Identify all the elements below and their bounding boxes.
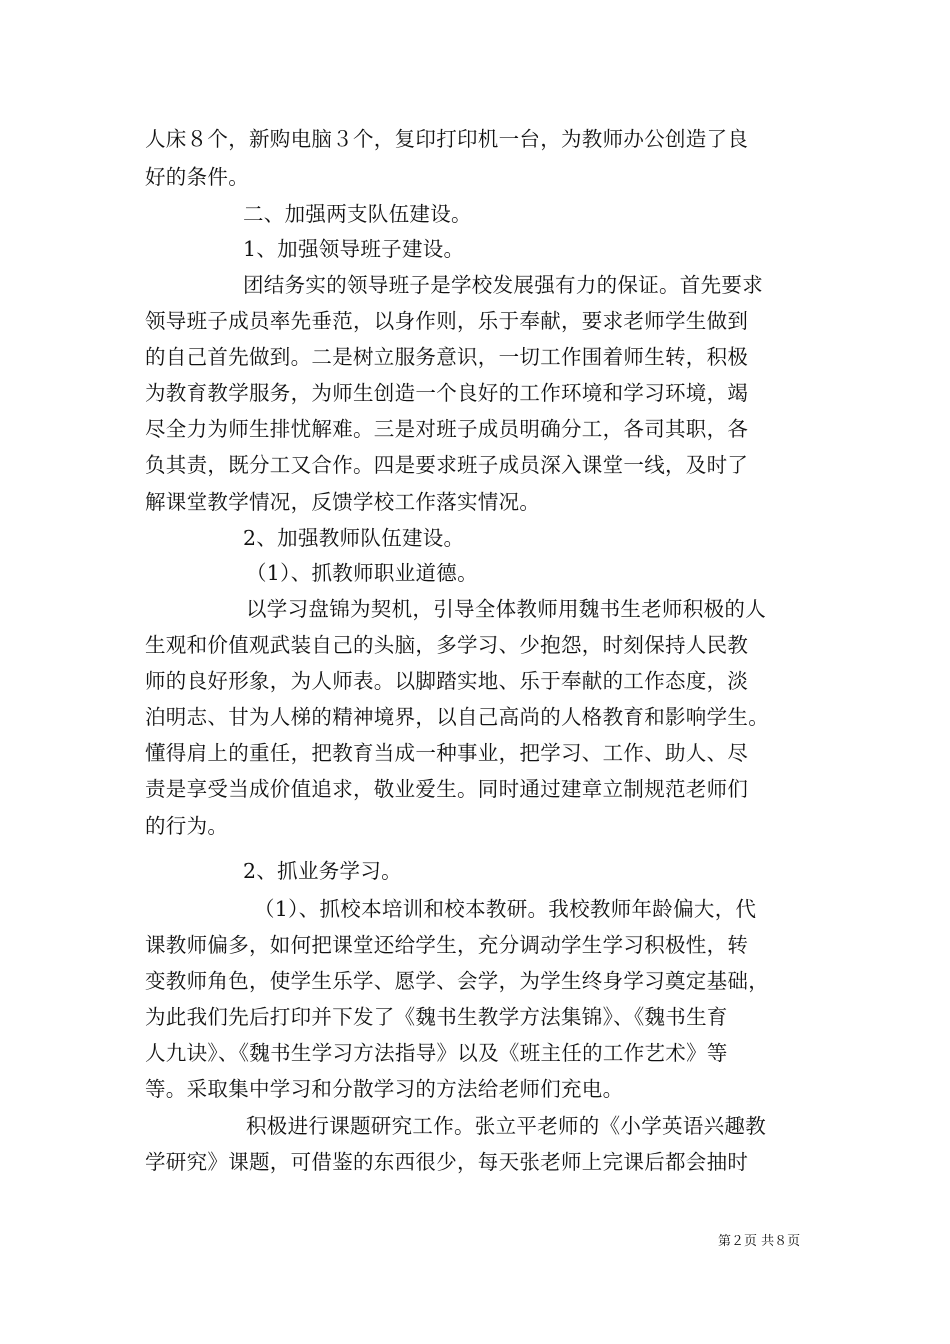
text-line: 变教师角色，使学生乐学、愿学、会学，为学生终身学习奠定基础， bbox=[145, 969, 769, 993]
text-line: 的自己首先做到。二是树立服务意识，一切工作围着师生转，积极 bbox=[145, 345, 749, 369]
text-line: 懂得肩上的重任，把教育当成一种事业，把学习、工作、助人、尽 bbox=[145, 741, 749, 765]
text-line: 师的良好形象，为人师表。以脚踏实地、乐于奉献的工作态度，淡 bbox=[145, 669, 749, 693]
text-line: 团结务实的领导班子是学校发展强有力的保证。首先要求 bbox=[243, 273, 763, 297]
text-line: 好的条件。 bbox=[145, 165, 249, 189]
text-line: 负其责，既分工又合作。四是要求班子成员深入课堂一线，及时了 bbox=[145, 453, 749, 477]
text-line: 为此我们先后打印并下发了《魏书生教学方法集锦》、《魏书生育 bbox=[145, 1005, 728, 1029]
subsection-heading: 1、加强领导班子建设。 bbox=[243, 237, 465, 261]
text-line: 人九诀》、《魏书生学习方法指导》以及《班主任的工作艺术》等 bbox=[145, 1041, 728, 1065]
text-line: 领导班子成员率先垂范，以身作则，乐于奉献，要求老师学生做到 bbox=[145, 309, 749, 333]
text-line: 泊明志、甘为人梯的精神境界，以自己高尚的人格教育和影响学生。 bbox=[145, 705, 769, 729]
text-line: （1）、抓校本培训和校本教研。我校教师年龄偏大，代 bbox=[254, 897, 757, 921]
text-line: 以学习盘锦为契机，引导全体教师用魏书生老师积极的人 bbox=[246, 597, 766, 621]
section-heading: 二、加强两支队伍建设。 bbox=[243, 202, 472, 226]
text-line: 积极进行课题研究工作。张立平老师的《小学英语兴趣教 bbox=[246, 1114, 766, 1138]
text-line: 等。采取集中学习和分散学习的方法给老师们充电。 bbox=[145, 1077, 624, 1101]
subsection-heading: （1）、抓教师职业道德。 bbox=[246, 561, 478, 585]
text-line: 人床８个，新购电脑３个，复印打印机一台，为教师办公创造了良 bbox=[145, 127, 749, 151]
page-number-footer: 第２页 共８页 bbox=[718, 1234, 801, 1249]
text-line: 责是享受当成价值追求，敬业爱生。同时通过建章立制规范老师们 bbox=[145, 777, 749, 801]
text-line: 课教师偏多，如何把课堂还给学生，充分调动学生学习积极性，转 bbox=[145, 933, 749, 957]
text-line: 的行为。 bbox=[145, 814, 229, 838]
text-line: 为教育教学服务，为师生创造一个良好的工作环境和学习环境，竭 bbox=[145, 381, 749, 405]
text-line: 尽全力为师生排忧解难。三是对班子成员明确分工，各司其职，各 bbox=[145, 417, 749, 441]
subsection-heading: 2、加强教师队伍建设。 bbox=[243, 526, 465, 550]
text-line: 生观和价值观武装自己的头脑，多学习、少抱怨，时刻保持人民教 bbox=[145, 633, 749, 657]
text-line: 解课堂教学情况，反馈学校工作落实情况。 bbox=[145, 490, 541, 514]
subsection-heading: 2、抓业务学习。 bbox=[243, 859, 402, 883]
text-line: 学研究》课题，可借鉴的东西很少，每天张老师上完课后都会抽时 bbox=[145, 1150, 749, 1174]
